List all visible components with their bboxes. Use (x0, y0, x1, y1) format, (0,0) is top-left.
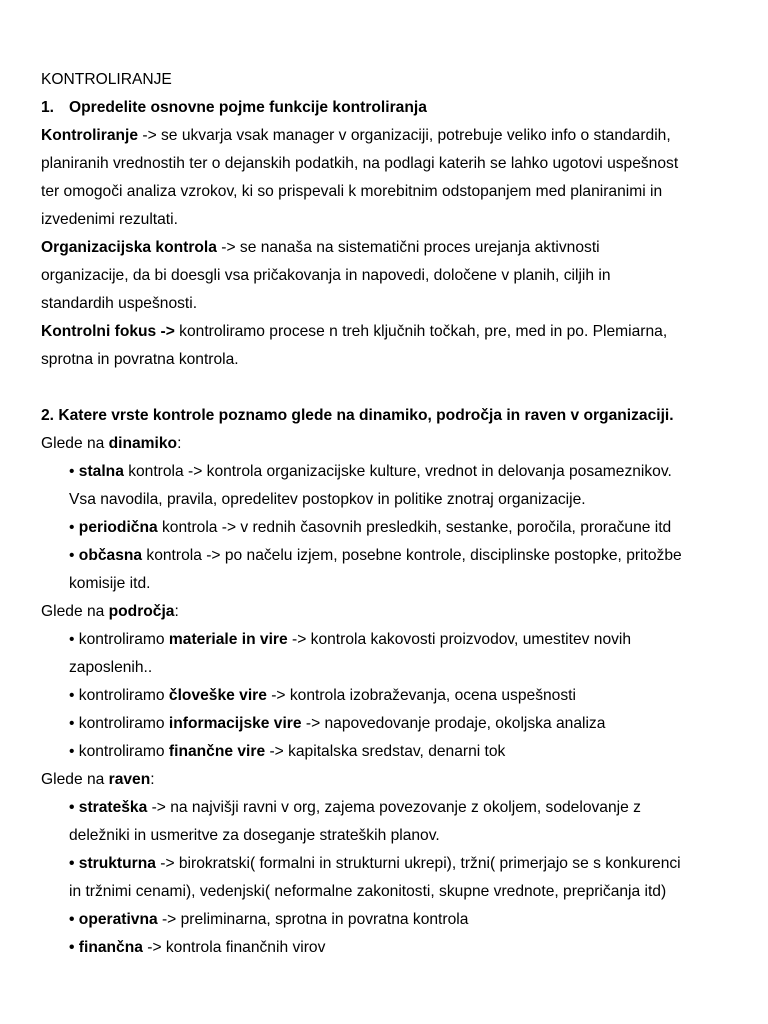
list-item-continuation (41, 654, 741, 682)
term-financna: • finančna (69, 939, 143, 956)
term-operativna: • operativna (69, 911, 158, 928)
list-item-text: kontrola -> po načelu izjem, posebne kontrole, disciplinske postopke, pritožbe (142, 547, 682, 564)
list-item-text: -> kapitalska sredstav, denarni tok (265, 743, 506, 760)
question-2-text: 2. Katere vrste kontrole poznamo glede na dinamiko, področja in raven v organizaciji. (41, 407, 674, 424)
list-item-obcasna (41, 542, 741, 570)
term-periodicna: periodična (78, 519, 158, 536)
list-item-text: zaposlenih.. (69, 659, 153, 676)
list-item-strateska (41, 794, 741, 822)
list-item-continuation (41, 822, 741, 850)
list-item-cloveski-viri (41, 682, 741, 710)
paragraph-line (41, 262, 741, 290)
list-item-strukturna (41, 850, 741, 878)
list-item-text: -> kontrola kakovosti proizvodov, umestitev novih (287, 631, 632, 648)
paragraph-text: planiranih vrednostih ter o dejanskih podatkih, na podlagi katerih se lahko ugotovi uspešnost (41, 155, 679, 172)
paragraph-text: -> se nanaša na sistematični proces urejanja aktivnosti (216, 239, 600, 256)
term-podrocja: področja (108, 603, 175, 620)
question-1-heading (41, 94, 741, 122)
list-item-operativna (41, 906, 741, 934)
list-item-text: -> birokratski( formalni in strukturni ukrepi), tržni( primerjajo se s konkurenci (155, 855, 681, 872)
paragraph-kontrolni-fokus (41, 318, 741, 346)
section-suffix: : (150, 771, 155, 788)
term-obcasna: občasna (78, 547, 143, 564)
list-item-prefix: • kontroliramo (69, 743, 169, 760)
section-suffix: : (177, 435, 182, 452)
paragraph-text: izvedenimi rezultati. (41, 211, 178, 228)
paragraph-line (41, 346, 741, 374)
section-prefix: Glede na (41, 435, 109, 452)
term-strateska: • strateška (69, 799, 148, 816)
paragraph-text: ter omogoči analiza vzrokov, ki so prispevali k morebitnim odstopanjem med planiranimi in (41, 183, 663, 200)
list-item-text: -> kontrola finančnih virov (142, 939, 326, 956)
section-prefix: Glede na (41, 603, 109, 620)
list-item-text: -> preliminarna, sprotna in povratna kontrola (157, 911, 469, 928)
section-dinamika (41, 430, 741, 458)
list-item-text: -> na najvišji ravni v org, zajema povezovanje z okoljem, sodelovanje z (147, 799, 641, 816)
question-1-text: Opredelite osnovne pojme funkcije kontroliranja (69, 99, 427, 116)
document-title (41, 66, 741, 94)
term-kontrolni-fokus: Kontrolni fokus -> (41, 323, 175, 340)
list-item-text: komisije itd. (69, 575, 151, 592)
list-item-stalna (41, 458, 741, 486)
list-item-prefix: • kontroliramo (69, 715, 169, 732)
term-raven: raven (108, 771, 151, 788)
list-item-text: -> kontrola izobraževanja, ocena uspešnosti (266, 687, 576, 704)
bullet: • (69, 463, 79, 480)
list-item-continuation (41, 570, 741, 598)
section-podrocja (41, 598, 741, 626)
paragraph-text: organizacije, da bi doesgli vsa pričakovanja in napovedi, določene v planih, ciljih in (41, 267, 611, 284)
paragraph-text: standardih uspešnosti. (41, 295, 198, 312)
section-raven (41, 766, 741, 794)
list-item-text: -> napovedovanje prodaje, okoljska analiza (301, 715, 606, 732)
list-item-text: kontrola -> kontrola organizacijske kulture, vrednot in delovanja posameznikov. (123, 463, 672, 480)
term-cloveski-viri: človeške vire (168, 687, 267, 704)
bullet: • (69, 547, 79, 564)
section-suffix: : (174, 603, 179, 620)
term-organizacijska-kontrola: Organizacijska kontrola (41, 239, 217, 256)
term-strukturna: • strukturna (69, 855, 156, 872)
paragraph-text: sprotna in povratna kontrola. (41, 351, 239, 368)
list-item-financna (41, 934, 741, 962)
paragraph-text: kontroliramo procese n treh ključnih točkah, pre, med in po. Plemiarna, (174, 323, 668, 340)
list-item-text: Vsa navodila, pravila, opredelitev postopkov in politike znotraj organizacije. (69, 491, 586, 508)
list-item-text: in tržnimi cenami), vedenjski( neformalne zakonitosti, skupne vrednote, prepričanja itd) (69, 883, 667, 900)
paragraph-line (41, 290, 741, 318)
term-materiali: materiale in vire (168, 631, 288, 648)
blank-line (41, 374, 741, 402)
list-item-prefix: • kontroliramo (69, 687, 169, 704)
document-content (41, 66, 741, 962)
bullet: • (69, 519, 79, 536)
term-kontroliranje: Kontroliranje (41, 127, 139, 144)
paragraph-text: -> se ukvarja vsak manager v organizaciji, potrebuje veliko info o standardih, (138, 127, 671, 144)
paragraph-line (41, 150, 741, 178)
section-prefix: Glede na (41, 771, 109, 788)
paragraph-kontroliranje (41, 122, 741, 150)
list-item-text: kontrola -> v rednih časovnih presledkih, sestanke, poročila, proračune itd (157, 519, 672, 536)
question-1-number: 1. (41, 99, 55, 116)
term-financni-viri: finančne vire (168, 743, 266, 760)
paragraph-line (41, 206, 741, 234)
paragraph-line (41, 178, 741, 206)
list-item-prefix: • kontroliramo (69, 631, 169, 648)
list-item-financni-viri (41, 738, 741, 766)
term-stalna: stalna (78, 463, 124, 480)
term-informacijski-viri: informacijske vire (168, 715, 302, 732)
paragraph-organizacijska-kontrola (41, 234, 741, 262)
list-item-text: deležniki in usmeritve za doseganje strateških planov. (69, 827, 440, 844)
list-item-materiali (41, 626, 741, 654)
list-item-informacijski-viri (41, 710, 741, 738)
term-dinamiko: dinamiko (108, 435, 178, 452)
title-text: KONTROLIRANJE (41, 71, 172, 88)
list-item-continuation (41, 486, 741, 514)
list-item-periodicna (41, 514, 741, 542)
list-item-continuation (41, 878, 741, 906)
question-2-heading (41, 402, 741, 430)
